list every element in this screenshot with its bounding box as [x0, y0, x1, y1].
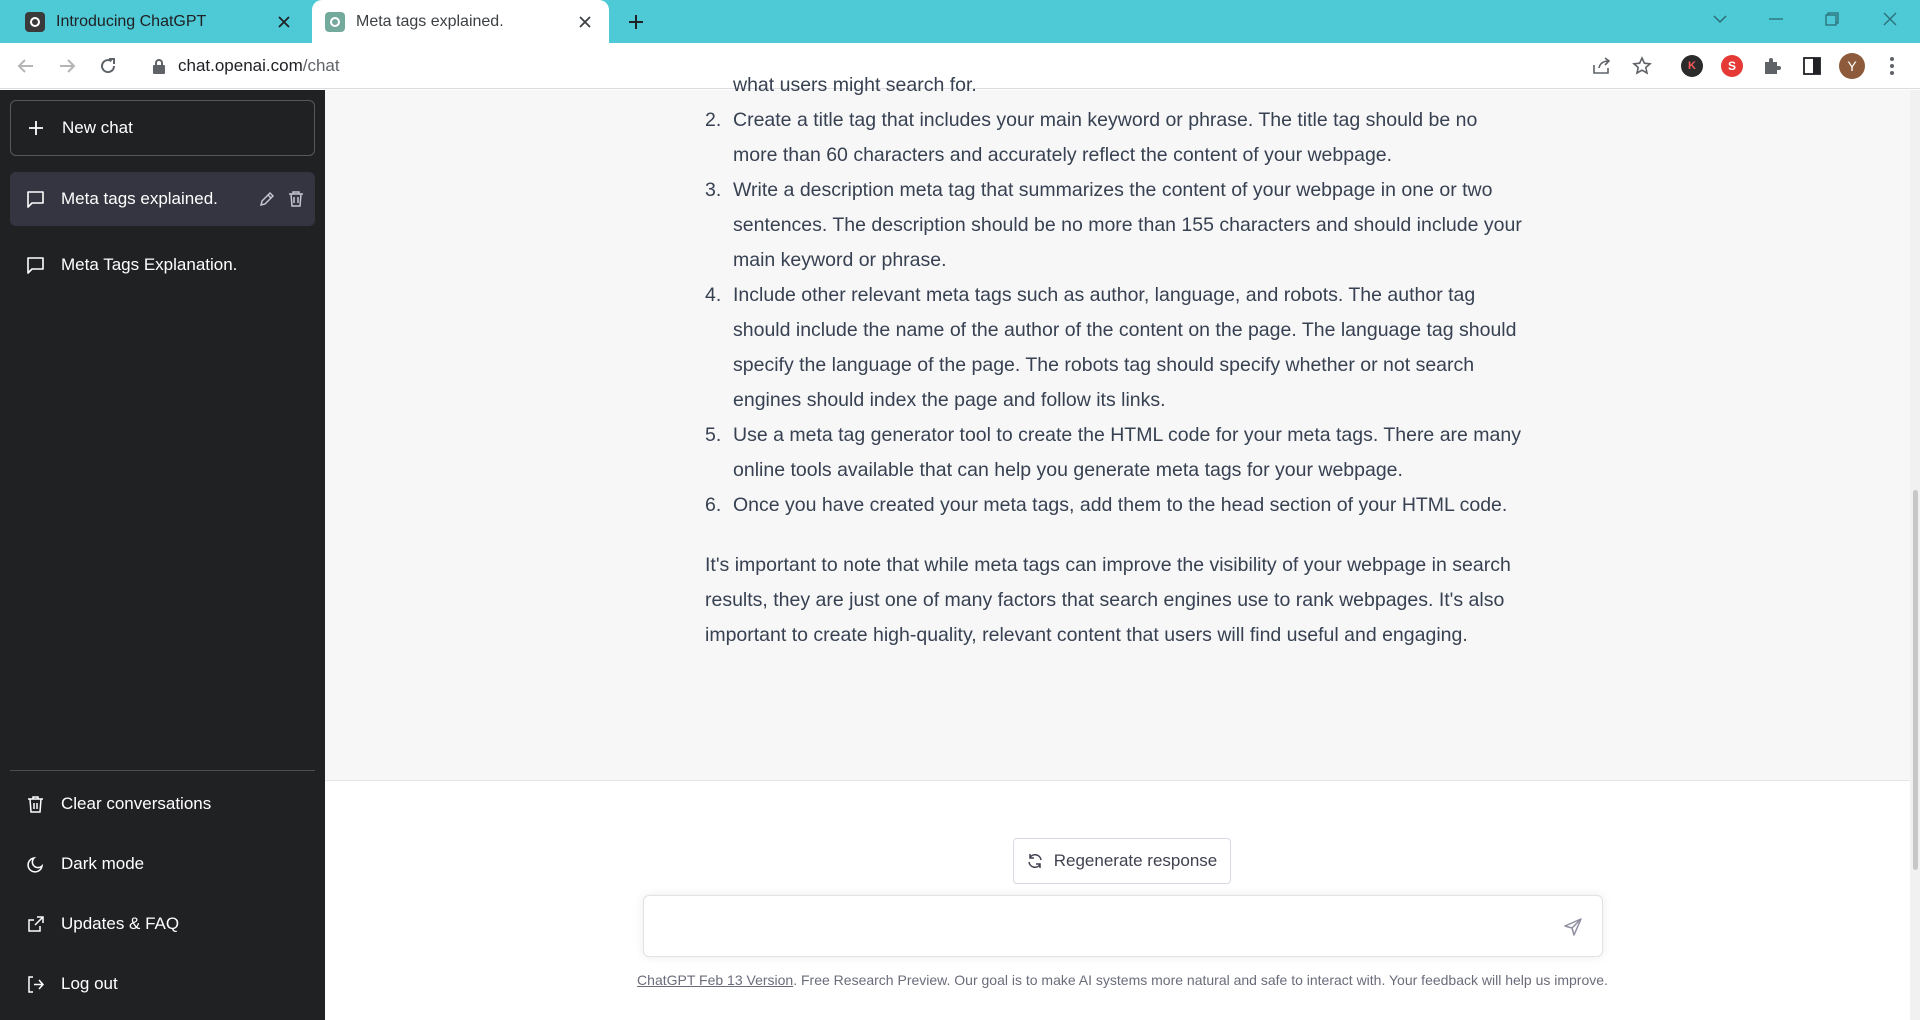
extension-s-icon[interactable]: S — [1718, 52, 1746, 80]
moon-icon — [26, 855, 45, 874]
conversation-label: Meta tags explained. — [61, 189, 218, 208]
sidebar-item-label: Dark mode — [61, 854, 145, 873]
plus-icon — [27, 119, 45, 137]
list-item: 6. Once you have created your meta tags, add them to the head section of your HTML code. — [705, 494, 1508, 516]
minimize-icon[interactable] — [1756, 0, 1796, 38]
send-paper-plane-icon[interactable] — [1562, 916, 1584, 938]
list-item: 3. Write a description meta tag that summarizes the content of your webpage in one or two sentences. The description should be no more than 155 characters and should include your main keyword or phrase. — [705, 179, 1522, 271]
assistant-message — [325, 74, 1910, 781]
list-item: 4. Include other relevant meta tags such as author, language, and robots. The author tag should include the name of the author of the content on the page. The language tag should specify the language of the page. The robots tag should specify whether or not search engines should index the page and follow its links. — [705, 284, 1517, 411]
conversation-label: Meta Tags Explanation. — [61, 255, 238, 274]
message-content — [705, 68, 1525, 653]
footer-text: . Free Research Preview. Our goal is to make AI systems more natural and safe to interact with. Your feedback will help us improve. — [793, 972, 1608, 988]
trash-icon — [26, 795, 45, 814]
extensions-puzzle-icon[interactable] — [1758, 52, 1786, 80]
extension-k-icon[interactable]: K — [1678, 52, 1706, 80]
url-text: chat.openai.com/chat — [178, 56, 340, 75]
message-composer — [643, 895, 1603, 957]
message-closing-paragraph: It's important to note that while meta tags can improve the visibility of your webpage in search results, they are just one of many factors that search engines use to rank webpages. It's also important to create high-quality, relevant content that users will find useful and engaging. — [705, 554, 1511, 646]
list-item: 2. Create a title tag that includes your main keyword or phrase. The title tag should be no more than 60 characters and accurately reflect the content of your webpage. — [705, 109, 1478, 166]
dark-mode-button[interactable] — [10, 838, 315, 890]
main-chat-area — [325, 74, 1920, 1020]
chat-bubble-icon — [26, 190, 45, 209]
footer-disclaimer — [325, 972, 1920, 988]
conversation-item-meta-tags-explanation[interactable] — [10, 238, 315, 292]
forward-arrow-icon[interactable] — [53, 52, 81, 80]
browser-tab-meta-tags[interactable] — [312, 0, 609, 43]
message-input[interactable] — [660, 914, 1540, 940]
regenerate-response-button[interactable] — [1013, 838, 1231, 884]
logout-icon — [26, 975, 45, 994]
window-close-icon[interactable] — [1870, 0, 1910, 38]
new-chat-button[interactable] — [10, 100, 315, 156]
clear-conversations-button[interactable] — [10, 778, 315, 830]
external-link-icon — [26, 915, 45, 934]
sidebar-item-label: Clear conversations — [61, 794, 212, 813]
sidebar-divider — [10, 770, 315, 771]
browser-tab-introducing-chatgpt[interactable] — [0, 0, 308, 43]
reload-icon[interactable] — [94, 52, 122, 80]
version-link[interactable]: ChatGPT Feb 13 Version — [637, 972, 794, 988]
new-tab-plus-icon[interactable] — [622, 8, 650, 36]
delete-trash-icon[interactable] — [286, 189, 306, 209]
updates-faq-link[interactable] — [10, 898, 315, 950]
openai-favicon-icon — [325, 12, 345, 32]
tab-search-chevron-icon[interactable] — [1700, 0, 1740, 38]
tab-title: Meta tags explained. — [356, 12, 504, 30]
log-out-button[interactable] — [10, 958, 315, 1010]
message-continuation: what users might search for. — [733, 74, 977, 96]
bookmark-star-icon[interactable] — [1628, 52, 1656, 80]
back-arrow-icon[interactable] — [12, 52, 40, 80]
refresh-icon — [1027, 853, 1043, 869]
new-chat-label: New chat — [62, 118, 133, 137]
tab-title: Introducing ChatGPT — [56, 12, 207, 30]
list-item: 5. Use a meta tag generator tool to create the HTML code for your meta tags. There are many online tools available that can help you generate meta tags for your webpage. — [705, 424, 1521, 481]
message-list — [705, 103, 1525, 523]
profile-avatar[interactable]: Y — [1838, 52, 1866, 80]
sidebar-item-label: Updates & FAQ — [61, 914, 180, 933]
share-icon[interactable] — [1588, 52, 1616, 80]
browser-tab-bar — [0, 0, 1920, 43]
conversation-item-meta-tags-explained[interactable] — [10, 172, 315, 226]
side-panel-icon[interactable] — [1798, 52, 1826, 80]
regenerate-label: Regenerate response — [1053, 851, 1218, 870]
scrollbar-thumb[interactable] — [1913, 490, 1918, 870]
lock-icon — [152, 58, 166, 74]
tab-close-icon[interactable] — [575, 12, 595, 32]
sidebar-item-label: Log out — [61, 974, 118, 993]
browser-menu-kebab-icon[interactable] — [1878, 52, 1906, 80]
sidebar — [0, 90, 325, 1020]
restore-icon[interactable] — [1812, 0, 1852, 38]
edit-pencil-icon[interactable] — [257, 189, 277, 209]
openai-favicon-icon — [25, 12, 45, 32]
chat-bubble-icon — [26, 256, 45, 275]
tab-close-icon[interactable] — [274, 12, 294, 32]
